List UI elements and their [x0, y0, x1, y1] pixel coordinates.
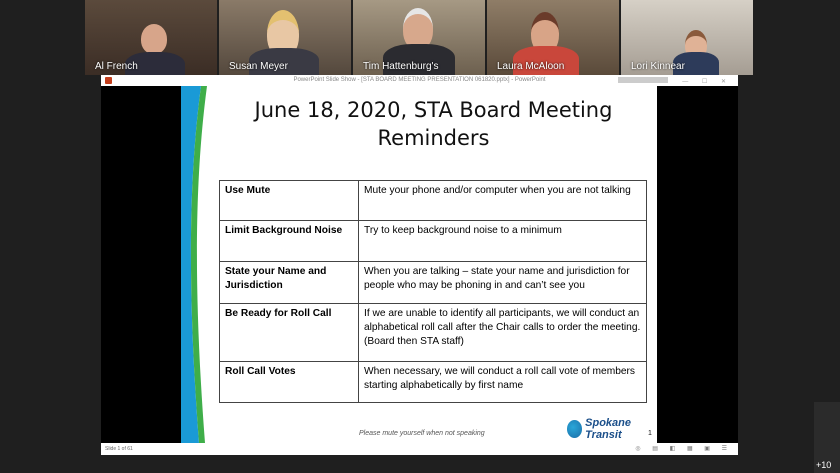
slide-title [221, 96, 646, 152]
logo-mark-icon [567, 420, 582, 438]
reminder-value: If we are unable to identify all participants, we will conduct an alphabetical roll call after the Chair calls to order the meeting. (Board then STA staff) [359, 304, 647, 362]
slide-number: 1 [648, 430, 652, 437]
reminder-key: Be Ready for Roll Call [220, 304, 359, 362]
powerpoint-window[interactable] [101, 75, 738, 455]
participant-tile[interactable] [353, 0, 485, 75]
window-titlebar[interactable] [101, 75, 738, 86]
table-row [220, 181, 647, 221]
more-participants-tile[interactable] [814, 402, 840, 473]
reminder-key: Use Mute [220, 181, 359, 221]
window-title: PowerPoint Slide Show - [STA BOARD MEETING PRESENTATION 061820.pptx] - PowerPoint [293, 77, 546, 83]
slide-title-line1: June 18, 2020, STA Board Meeting [254, 98, 613, 122]
table-row [220, 221, 647, 262]
slide-footer: Please mute yourself when not speaking [359, 430, 485, 437]
table-row [220, 262, 647, 304]
slide-counter: Slide 1 of 61 [105, 446, 133, 452]
reminder-value: When you are talking – state your name and jurisdiction for people who may be phoning in and can’t see you [359, 262, 647, 304]
participant-name: Susan Meyer [229, 61, 288, 72]
participant-tile[interactable] [487, 0, 619, 75]
reminder-value: When necessary, we will conduct a roll call vote of members starting alphabetically by first name [359, 362, 647, 403]
participant-name: Laura McAloon [497, 61, 565, 72]
participant-name: Tim Hattenburg's [363, 61, 439, 72]
window-controls[interactable]: — ☐ ✕ [682, 79, 732, 85]
view-controls-icon[interactable]: ◎ ▤ ◧ ▦ ▣ ☰ [635, 446, 732, 452]
slide-accent-stripe [181, 86, 207, 443]
spokane-transit-logo [567, 417, 657, 441]
title-placeholder-bar [618, 77, 668, 83]
reminder-key: Limit Background Noise [220, 221, 359, 262]
participant-strip [85, 0, 753, 75]
table-row [220, 304, 647, 362]
participant-tile[interactable] [85, 0, 217, 75]
reminder-value: Try to keep background noise to a minimum [359, 221, 647, 262]
reminder-value: Mute your phone and/or computer when you are not talking [359, 181, 647, 221]
participant-name: Al French [95, 61, 138, 72]
status-bar [101, 443, 738, 455]
logo-text: Spokane Transit [585, 417, 631, 441]
powerpoint-icon [105, 77, 112, 84]
slide-title-line2: Reminders [377, 126, 490, 150]
slide[interactable] [181, 86, 657, 443]
participant-tile[interactable] [219, 0, 351, 75]
reminder-key: State your Name and Jurisdiction [220, 262, 359, 304]
table-row [220, 362, 647, 403]
participant-avatar [141, 24, 167, 54]
participant-tile[interactable] [621, 0, 753, 75]
more-participants-count: +10 [816, 460, 832, 470]
reminder-key: Roll Call Votes [220, 362, 359, 403]
reminders-table [219, 180, 647, 403]
participant-name: Lori Kinnear [631, 61, 685, 72]
